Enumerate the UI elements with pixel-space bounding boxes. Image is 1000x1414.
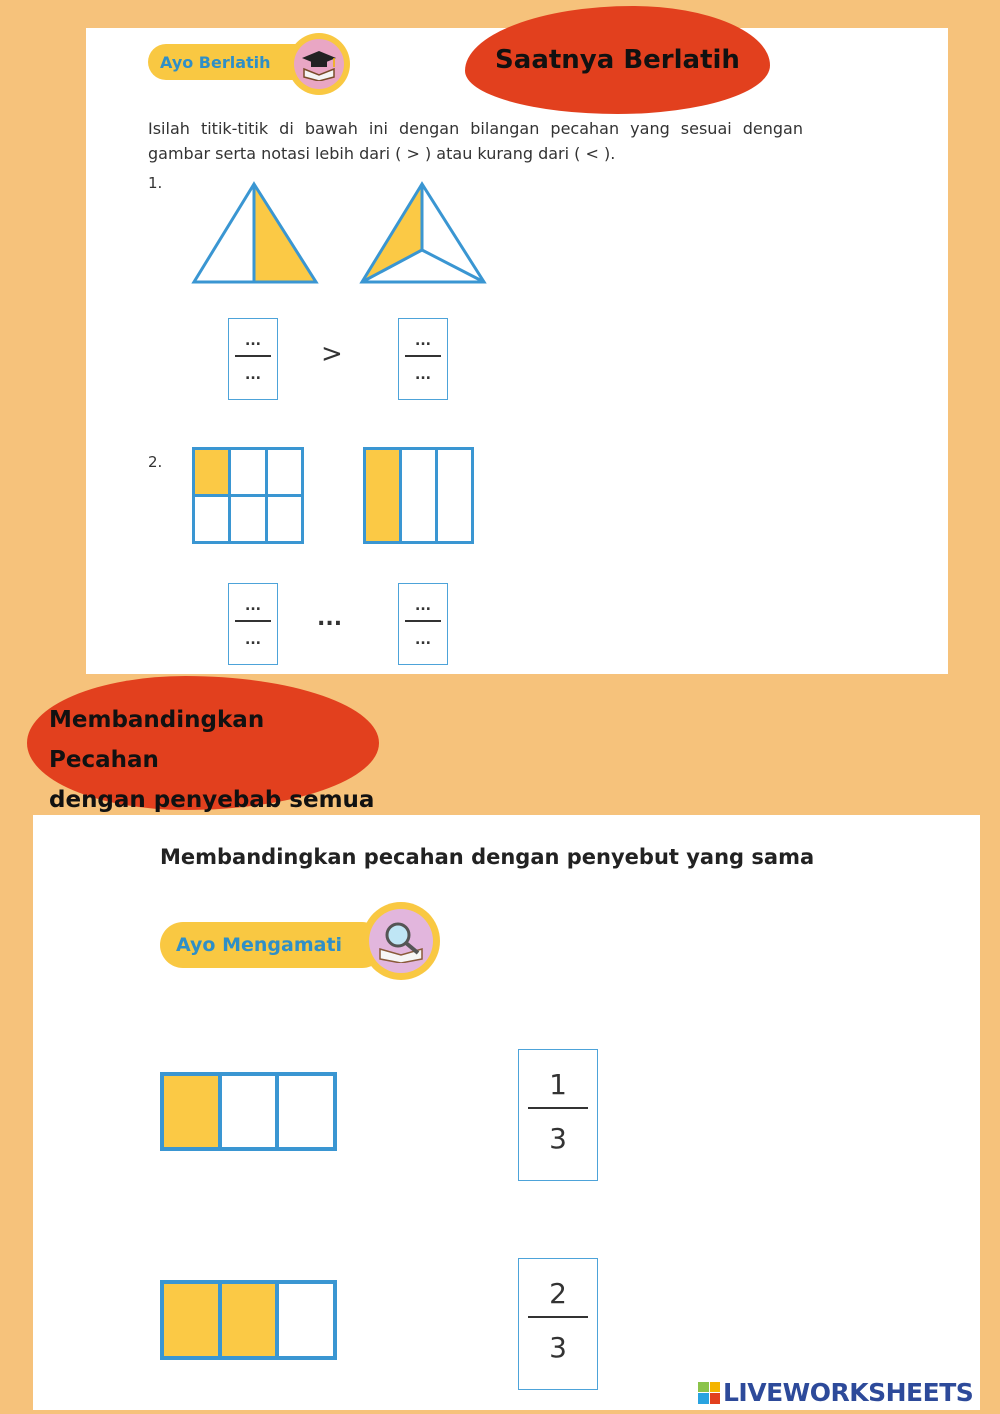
liveworksheets-watermark bbox=[698, 1378, 973, 1407]
denominator-blank: ... bbox=[245, 632, 261, 648]
problem-1-number: 1. bbox=[148, 174, 163, 192]
problem-1-symbol: > bbox=[321, 339, 343, 369]
problem-2-left-fraction[interactable] bbox=[228, 583, 278, 665]
numerator-blank: ... bbox=[415, 333, 431, 349]
bar-thirds-two-shaded bbox=[160, 1280, 337, 1360]
grid-cell bbox=[268, 450, 301, 494]
bar-cell-shaded bbox=[164, 1284, 218, 1356]
problem-1-right-fraction[interactable] bbox=[398, 318, 448, 400]
numerator: 2 bbox=[549, 1277, 567, 1310]
bar-cell bbox=[222, 1076, 276, 1147]
problem-2-right-fraction[interactable] bbox=[398, 583, 448, 665]
grid-cell-shaded bbox=[366, 450, 399, 541]
denominator-blank: ... bbox=[245, 367, 261, 383]
triangle-halves-figure bbox=[190, 180, 322, 286]
fraction-bar bbox=[235, 620, 271, 622]
numerator-blank: ... bbox=[415, 598, 431, 614]
ayo-berlatih-label: Ayo Berlatih bbox=[160, 52, 271, 72]
problem-2-number: 2. bbox=[148, 453, 163, 471]
fraction-bar bbox=[528, 1316, 587, 1318]
grid-cell bbox=[438, 450, 471, 541]
fraction-bar bbox=[405, 620, 441, 622]
problem-1-left-fraction[interactable] bbox=[228, 318, 278, 400]
section-heading-line-1: Membandingkan Pecahan bbox=[49, 707, 265, 773]
watermark-text: LIVEWORKSHEETS bbox=[723, 1378, 974, 1407]
magnifier-book-icon bbox=[362, 902, 440, 980]
section-heading-line-2: dengan penyebab semua bbox=[49, 787, 375, 813]
problem-2-symbol-blank[interactable]: ... bbox=[317, 606, 343, 631]
grid-cell bbox=[231, 497, 264, 541]
saatnya-berlatih-banner bbox=[465, 6, 770, 114]
numerator: 1 bbox=[549, 1068, 567, 1101]
bar-cell bbox=[279, 1076, 333, 1147]
bar-cell-shaded bbox=[164, 1076, 218, 1147]
same-denominator-subtitle: Membandingkan pecahan dengan penyebut yang sama bbox=[160, 845, 815, 869]
denominator-blank: ... bbox=[415, 632, 431, 648]
triangle-thirds-figure bbox=[358, 180, 490, 286]
instruction-text: Isilah titik-titik di bawah ini dengan bilangan pecahan yang sesuai dengan gambar serta notasi lebih dari ( > ) atau kurang dari ( < ). bbox=[148, 119, 803, 163]
bar-thirds-one-shaded bbox=[160, 1072, 337, 1151]
denominator: 3 bbox=[549, 1331, 567, 1364]
denominator: 3 bbox=[549, 1122, 567, 1155]
grid-cell bbox=[195, 497, 228, 541]
fraction-two-thirds bbox=[518, 1258, 598, 1390]
numerator-blank: ... bbox=[245, 598, 261, 614]
denominator-blank: ... bbox=[415, 367, 431, 383]
grid-1x3-one-shaded bbox=[363, 447, 474, 544]
numerator-blank: ... bbox=[245, 333, 261, 349]
grid-2x3-one-shaded bbox=[192, 447, 304, 544]
fraction-bar bbox=[528, 1107, 587, 1109]
banner-text: Saatnya Berlatih bbox=[495, 45, 740, 75]
grid-cell bbox=[268, 497, 301, 541]
grid-cell bbox=[402, 450, 435, 541]
ayo-mengamati-label: Ayo Mengamati bbox=[176, 934, 343, 956]
graduation-cap-book-icon bbox=[288, 33, 350, 95]
section-heading-blob bbox=[27, 676, 379, 813]
liveworksheets-logo-icon bbox=[698, 1382, 720, 1404]
grid-cell-shaded bbox=[195, 450, 228, 494]
bar-cell bbox=[279, 1284, 333, 1356]
bar-cell-shaded bbox=[222, 1284, 276, 1356]
fraction-bar bbox=[405, 355, 441, 357]
fraction-bar bbox=[235, 355, 271, 357]
grid-cell bbox=[231, 450, 264, 494]
fraction-one-third bbox=[518, 1049, 598, 1181]
ayo-mengamati-tag bbox=[160, 922, 385, 968]
